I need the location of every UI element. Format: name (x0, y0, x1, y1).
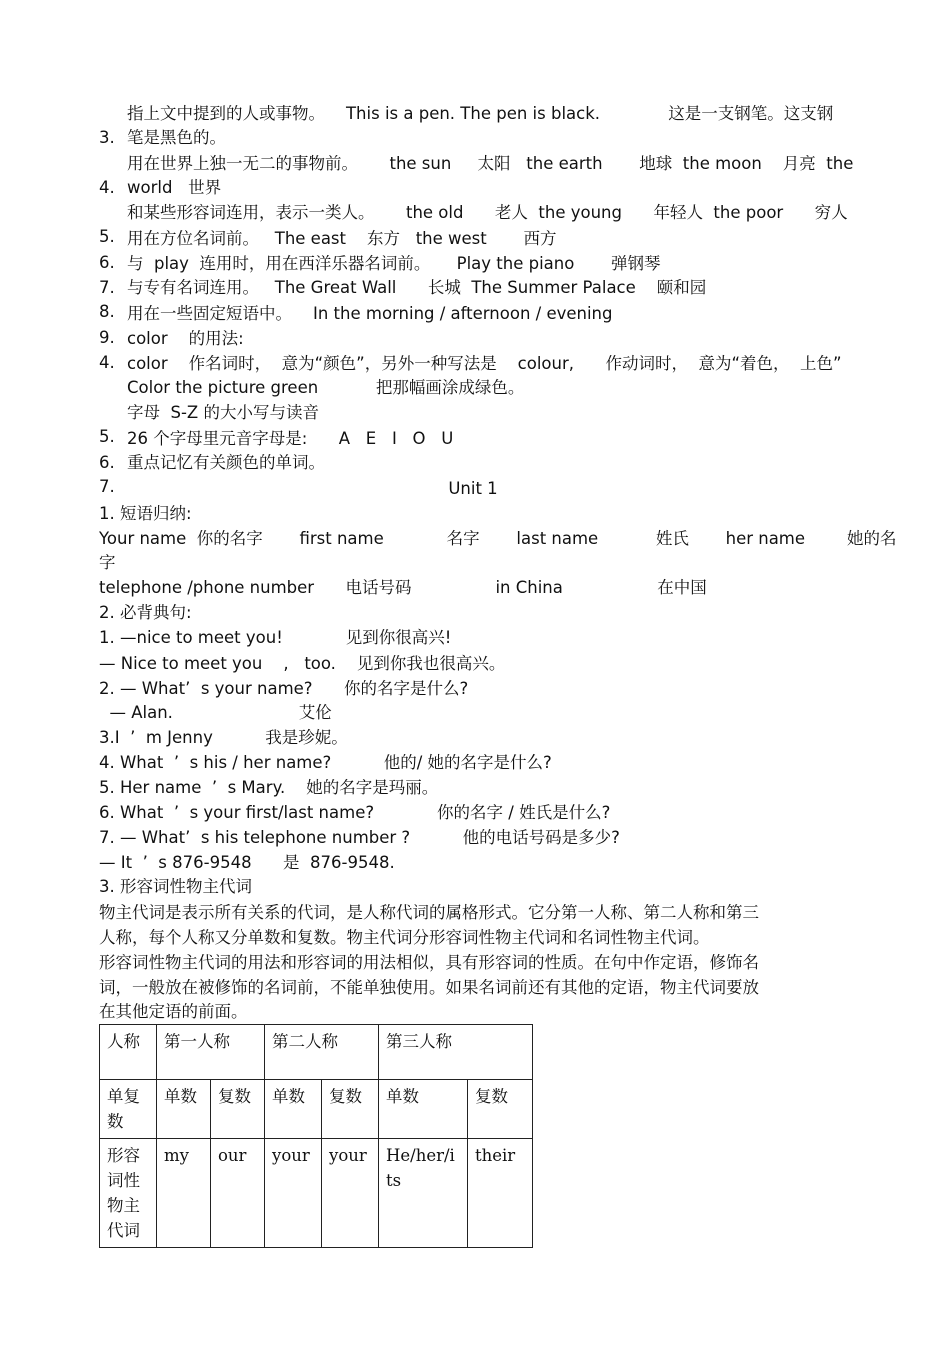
paragraph-line: 人称，每个人称又分单数和复数。物主代词分形容词性物主代词和名词性物主代词。 (99, 928, 710, 947)
item-text: 笔是黑色的。 (127, 128, 226, 147)
list-item (0, 152, 950, 202)
item-text: 用在方位名词前。 The east 东方 the west 西方 (127, 229, 557, 248)
table-cell: 单数 (157, 1080, 211, 1139)
table-cell: our (211, 1139, 265, 1248)
table-cell: He/her/its (379, 1139, 468, 1248)
table-cell: 第一人称 (157, 1025, 265, 1080)
item-number: 6. (99, 253, 115, 272)
text-line: — It ’ s 876-9548 是 876-9548. (99, 853, 395, 872)
table-cell: 单数 (379, 1080, 468, 1139)
item-number: 5. (99, 427, 115, 446)
table-cell: 第三人称 (379, 1025, 533, 1080)
text-line: — Alan. 艾伦 (99, 703, 332, 722)
table-cell: 复数 (322, 1080, 379, 1139)
item-number: 4. (99, 178, 115, 197)
table-cell: your (322, 1139, 379, 1248)
table-row (100, 1080, 533, 1139)
text-line: 字 (99, 553, 116, 572)
table-cell: 第二人称 (265, 1025, 379, 1080)
item-number: 5. (99, 227, 115, 246)
item-text: 指上文中提到的人或事物。 This is a pen. The pen is black. 这是一支钢笔。这支钢 (127, 104, 834, 123)
item-number: 8. (99, 302, 115, 321)
item-number: 7. (99, 278, 115, 297)
possessive-pronoun-table (99, 1024, 533, 1248)
list-item (0, 102, 950, 152)
table-cell: 复数 (468, 1080, 533, 1139)
item-text: 与专有名词连用。 The Great Wall 长城 The Summer Palace 颐和园 (127, 278, 707, 297)
paragraph-line: 词，一般放在被修饰的名词前，不能单独使用。如果名词前还有其他的定语，物主代词要放 (99, 978, 759, 997)
table-cell: 形容词性物主代词 (100, 1139, 157, 1248)
text-line: 4. What ’ s his / her name? 他的/ 她的名字是什么? (99, 753, 552, 772)
text-line: 6. What ’ s your first/last name? 你的名字 / 姓氏是什么? (99, 803, 611, 822)
section-heading: 2. 必背典句: (99, 603, 192, 622)
item-number: 4. (99, 353, 115, 372)
section-heading: 3. 形容词性物主代词 (99, 877, 252, 896)
item-text: 与 play 连用时，用在西洋乐器名词前。 Play the piano 弹钢琴 (127, 254, 661, 273)
item-text: 用在一些固定短语中。 In the morning / afternoon / evening (127, 304, 613, 323)
item-text: color 的用法: (127, 329, 244, 348)
item-text: color 作名词时， 意为“颜色”，另外一种写法是 colour, 作动词时， 意为“着色， 上色” (127, 354, 842, 373)
table-row (100, 1025, 533, 1080)
paragraph-line: 形容词性物主代词的用法和形容词的用法相似，具有形容词的性质。在句中作定语，修饰名 (99, 953, 759, 972)
text-line: 3.I ’ m Jenny 我是珍妮。 (99, 728, 348, 747)
item-text: 重点记忆有关颜色的单词。 (127, 453, 325, 472)
table-cell: 单数 (265, 1080, 322, 1139)
text-line: 5. Her name ’ s Mary. 她的名字是玛丽。 (99, 778, 439, 797)
item-text: 26 个字母里元音字母是: A E I O U (127, 429, 454, 448)
paragraph-line: 物主代词是表示所有关系的代词，是人称代词的属格形式。它分第一人称、第二人称和第三 (99, 903, 759, 922)
table-cell: 人称 (100, 1025, 157, 1080)
table-cell: 单复数 (100, 1080, 157, 1139)
text-line: telephone /phone number 电话号码 in China 在中国 (99, 578, 707, 597)
item-text: world 世界 (127, 178, 222, 197)
list-item (0, 352, 950, 402)
item-text: Color the picture green 把那幅画涂成绿色。 (127, 378, 525, 397)
table-cell: your (265, 1139, 322, 1248)
table-cell: my (157, 1139, 211, 1248)
unit-heading: Unit 1 (448, 479, 498, 498)
item-text: 和某些形容词连用，表示一类人。 the old 老人 the young 年轻人 the poor 穷人 (127, 203, 848, 222)
table-row (100, 1139, 533, 1248)
table-cell: 复数 (211, 1080, 265, 1139)
item-number: 6. (99, 453, 115, 472)
paragraph-line: 在其他定语的前面。 (99, 1002, 248, 1021)
item-text: 用在世界上独一无二的事物前。 the sun 太阳 the earth 地球 the moon 月亮 the (127, 154, 854, 173)
item-text: 字母 S-Z 的大小写与读音 (127, 403, 319, 422)
text-line: 2. — What’ s your name? 你的名字是什么? (99, 679, 469, 698)
text-line: 7. — What’ s his telephone number ? 他的电话号码是多少? (99, 828, 620, 847)
table-cell: their (468, 1139, 533, 1248)
section-heading: 1. 短语归纳: (99, 504, 192, 523)
text-line: Your name 你的名字 first name 名字 last name 姓氏 her name 她的名 (99, 529, 897, 548)
text-line: — Nice to meet you , too. 见到你我也很高兴。 (99, 654, 506, 673)
text-line: 1. —nice to meet you! 见到你很高兴! (99, 628, 452, 647)
item-number: 3. (99, 128, 115, 147)
item-number: 7. (99, 477, 115, 496)
item-number: 9. (99, 328, 115, 347)
